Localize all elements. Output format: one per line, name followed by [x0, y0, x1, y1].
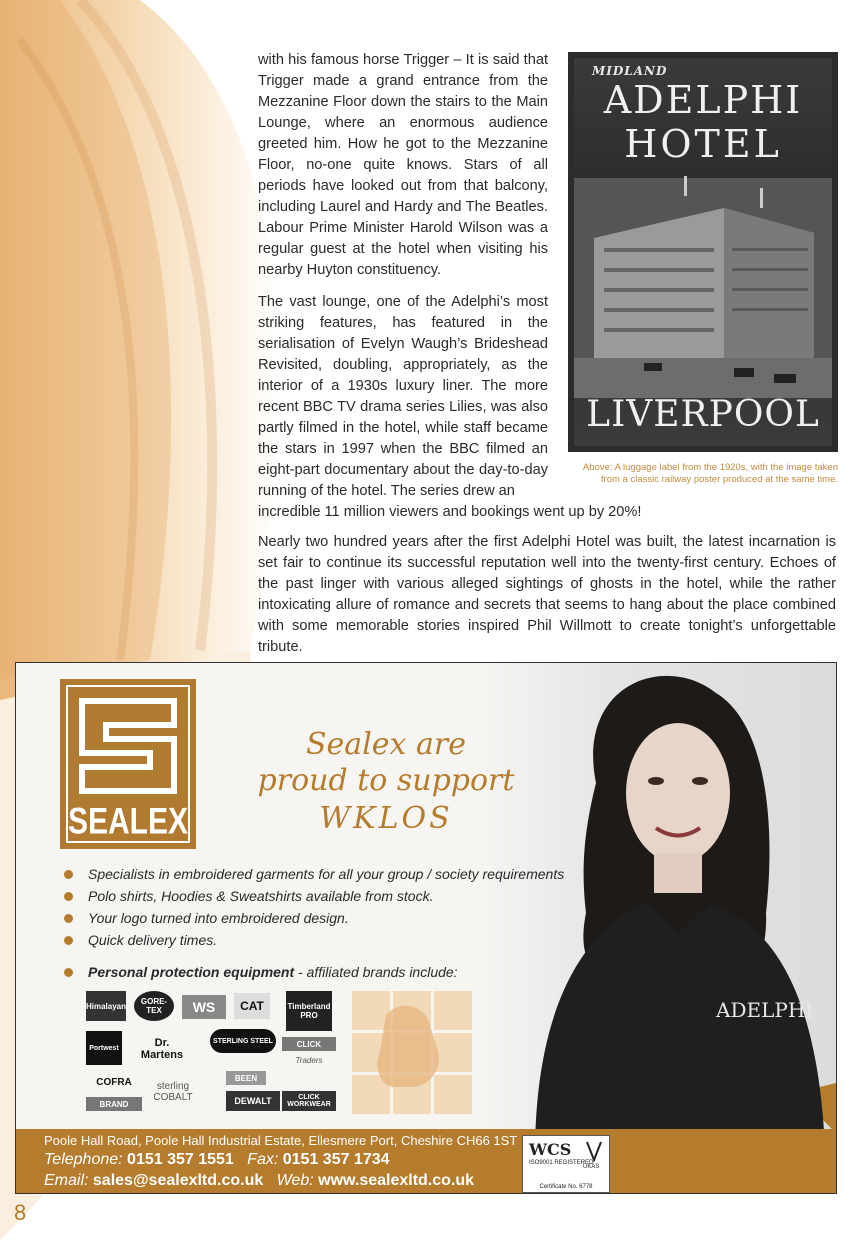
glove-icon: [352, 991, 472, 1115]
brand-logo: CLICK: [282, 1037, 336, 1051]
brand-logo: CAT: [234, 993, 270, 1019]
model-photo: [506, 663, 836, 1193]
sealex-advert: [15, 662, 837, 1194]
web-label: Web:: [276, 1172, 314, 1189]
telephone-number: 0151 357 1551: [127, 1151, 234, 1168]
poster-hotel: HOTEL: [624, 122, 782, 166]
poster-midland: MIDLAND: [592, 64, 668, 78]
article-paragraph-2-tail: incredible 11 million viewers and bookings went up by 20%!: [258, 504, 642, 520]
brand-logo: GORE-TEX: [134, 991, 174, 1021]
brand-logo: STERLING STEEL: [210, 1029, 276, 1053]
telephone-label: Telephone:: [44, 1151, 123, 1168]
brand-logo: CLICK WORKWEAR: [282, 1091, 336, 1111]
poster-image: [568, 52, 838, 452]
list-item: Polo shirts, Hoodies & Sweatshirts available from stock.: [60, 885, 564, 907]
address: Poole Hall Road, Poole Hall Industrial Estate, Ellesmere Port, Cheshire CH66 1ST: [44, 1133, 518, 1148]
sealex-logo: [60, 679, 196, 849]
brand-logo: DEWALT: [226, 1091, 280, 1111]
ppe-line: [60, 961, 458, 983]
brand-logo: sterling COBALT: [153, 1081, 193, 1103]
caption-line-2: from a classic railway poster produced at the same time.: [600, 474, 838, 485]
image-caption: [572, 462, 838, 486]
email-web-line: [44, 1172, 474, 1190]
brand-logos: [86, 991, 342, 1115]
list-item: Quick delivery times.: [60, 929, 564, 951]
brand-logo: Himalayan: [86, 991, 126, 1021]
poster-liverpool: LIVERPOOL: [586, 394, 820, 435]
crown-check-icon: [585, 1140, 603, 1162]
certification-badge: [522, 1135, 610, 1193]
brand-logo: Dr. Martens: [140, 1037, 184, 1061]
brand-logo: Portwest: [86, 1031, 122, 1065]
brand-logo: WS: [182, 995, 226, 1019]
shirt-logo: ADELPHI: [716, 998, 814, 1022]
gloves-image: [352, 991, 472, 1115]
caption-line-1: Above: A luggage label from the 1920s, with the image taken: [582, 462, 838, 473]
sealex-logo-name: SEALEX: [68, 800, 189, 842]
article-paragraph-2: The vast lounge, one of the Adelphi’s most striking features, has featured in the serialisation of Evelyn Waugh’s Brideshead Revisited, doubling, appropriately, as the interior of a 1930s luxury liner. The more recent BBC TV drama series Lilies, was also partly filmed in the hotel, while staff became the stars in 1997 when the BBC filmed an eight-part documentary about the day-to-day running of the hotel. The series drew an: [258, 294, 548, 499]
ppe-bold: Personal protection equipment: [88, 964, 295, 980]
wcs-logo: WCS: [529, 1140, 572, 1159]
cert-registered: ISO9001 REGISTERED: [529, 1160, 594, 1166]
luggage-label-poster: [574, 58, 832, 446]
brand-logo: BEEN: [226, 1071, 266, 1085]
list-item: Specialists in embroidered garments for all your group / society requirements: [60, 863, 564, 885]
poster-adelphi: ADELPHI: [603, 78, 803, 122]
brand-logo: Timberland PRO: [286, 991, 332, 1031]
article-paragraph-3: Nearly two hundred years after the first Adelphi Hotel was built, the latest incarnation is set fair to continue its successful reputation well into the twenty-first century. Echoes of the past linger with various alleged sightings of ghosts in the hotel, while the rather intoxicating allure of romance and secrets that seems to hang about the place combined with some memorable stories inspired Phil Willmott to create tonight’s unforgettable tribute.: [258, 534, 836, 655]
tagline-line-3: WKLOS: [319, 801, 453, 836]
page-number: 8: [14, 1200, 27, 1225]
email-label: Email:: [44, 1172, 89, 1189]
brand-logo: Traders: [295, 1055, 323, 1065]
email-link[interactable]: sales@sealexltd.co.uk: [92, 1172, 264, 1189]
advert-footer: [16, 1129, 836, 1193]
fax-label: Fax:: [247, 1151, 279, 1168]
tagline-line-2: proud to support: [257, 763, 515, 798]
ukas-label: UKAS: [583, 1164, 600, 1170]
phone-fax-line: [44, 1151, 390, 1169]
brand-logo: COFRA: [96, 1076, 132, 1088]
list-item: Your logo turned into embroidered design.: [60, 907, 564, 929]
fax-number: 0151 357 1734: [282, 1151, 390, 1168]
article-paragraph-1: with his famous horse Trigger – It is said that Trigger made a grand entrance from the Mezzanine Floor down the stairs to the Main Lounge, where an enormous audience greeted him. How he got to the Mezzanine Floor, no-one quite knows. Stars of all periods have looked out from that balcony, including Laurel and Hardy and The Beatles. Labour Prime Minister Harold Wilson was a regular guest at the hotel when visiting his nearby Huyton constituency.: [258, 52, 548, 278]
s-mark-icon: [68, 691, 188, 801]
sealex-logo-frame: [66, 685, 190, 843]
ppe-rest: - affiliated brands include:: [294, 964, 458, 980]
web-link[interactable]: www.sealexltd.co.uk: [318, 1172, 475, 1189]
certificate-number: Certificate No. 6778: [539, 1184, 593, 1190]
service-list: [60, 863, 564, 951]
tagline-line-1: Sealex are: [306, 727, 466, 762]
brand-logo: BRAND: [86, 1097, 142, 1111]
